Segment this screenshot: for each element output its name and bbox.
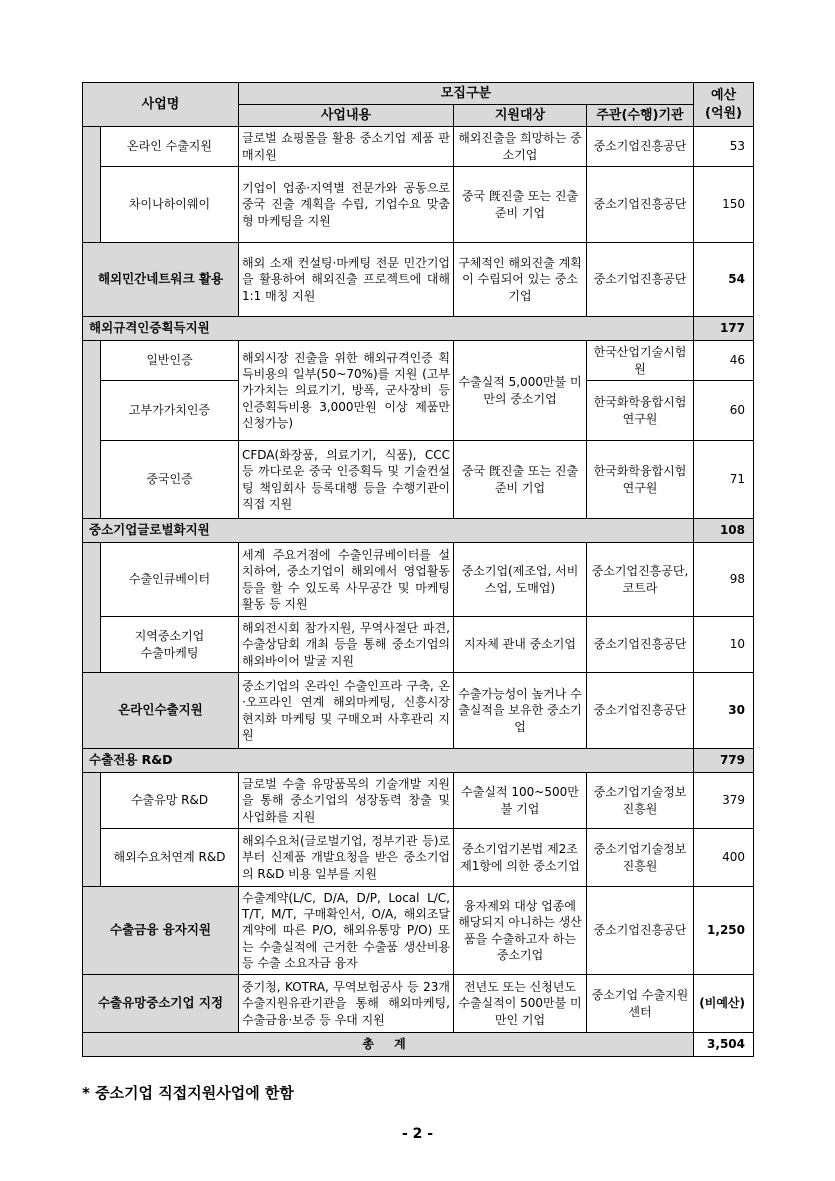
program-category: 해외민간네트워크 활용 [83, 243, 239, 317]
header-program: 사업명 [83, 83, 239, 127]
program-budget: 1,250 [694, 887, 754, 975]
table-row [83, 341, 754, 381]
program-name: 수출인큐베이터 [101, 543, 239, 617]
program-agency: 중소기업기술정보진흥원 [587, 829, 694, 887]
table-row [83, 887, 754, 975]
table-row [83, 617, 754, 673]
total-budget: 3,504 [694, 1033, 754, 1057]
program-budget: 10 [694, 617, 754, 673]
total-label: 총 계 [83, 1033, 694, 1057]
program-content: 글로벌 수출 유망품목의 기술개발 지원을 통해 중소기업의 성장동력 창출 및 사업화를 지원 [239, 773, 454, 829]
table-row [83, 127, 754, 167]
program-agency: 중소기업 수출지원센터 [587, 975, 694, 1033]
program-agency: 중소기업진흥공단 [587, 887, 694, 975]
program-budget: 53 [694, 127, 754, 167]
program-target: 융자제외 대상 업종에 해당되지 아니하는 생산품을 수출하고자 하는 중소기업 [454, 887, 587, 975]
program-agency: 중소기업진흥공단, 코트라 [587, 543, 694, 617]
program-name-line1: 지역중소기업 [134, 629, 205, 644]
header-budget-line1: 예산 [710, 87, 737, 103]
header-agency: 주관(수행)기관 [587, 105, 694, 127]
program-budget: 150 [694, 167, 754, 243]
program-content: 해외시장 진출을 위한 해외규격인증 획득비용의 일부(50~70%)를 지원 (고부가가치는 의료기기, 방폭, 군사장비 등 인증획득비용 3,000만원 이상 제품만 신청가능) [239, 341, 454, 441]
table-row [83, 519, 754, 543]
program-category: 해외규격인증획득지원 [83, 317, 694, 341]
header-budget-line2: (억원) [705, 105, 742, 121]
table-row [83, 317, 754, 341]
program-content: 중소기업의 온라인 수출인프라 구축, 온·오프라인 연계 해외마케팅, 신흥시장 현지화 마케팅 및 구매오퍼 사후관리 지원 [239, 673, 454, 749]
table-row [83, 441, 754, 519]
program-name: 차이나하이웨이 [101, 167, 239, 243]
program-agency: 한국화학융합시험연구원 [587, 441, 694, 519]
program-target: 중소기업(제조업, 서비스업, 도매업) [454, 543, 587, 617]
program-agency: 중소기업진흥공단 [587, 617, 694, 673]
program-content: CFDA(화장품, 의료기기, 식품), CCC 등 까다로운 중국 인증획득 및 기술컨설팅 책임회사 등록대행 등을 수행기관이 직접 지원 [239, 441, 454, 519]
program-content: 해외전시회 참가지원, 무역사절단 파견, 수출상담회 개최 등을 통해 중소기업의 해외바이어 발굴 지원 [239, 617, 454, 673]
program-target: 중국 旣진출 또는 진출준비 기업 [454, 167, 587, 243]
header-content: 사업내용 [239, 105, 454, 127]
program-budget: 71 [694, 441, 754, 519]
program-content: 세계 주요거점에 수출인큐베이터를 설치하여, 중소기업이 해외에서 영업활동 등을 할 수 있도록 사무공간 및 마케팅 활동 등 지원 [239, 543, 454, 617]
program-name: 고부가가치인증 [101, 381, 239, 441]
table-row [83, 543, 754, 617]
program-agency: 중소기업진흥공단 [587, 127, 694, 167]
program-budget: 46 [694, 341, 754, 381]
program-budget: 108 [694, 519, 754, 543]
program-agency: 한국산업기술시험원 [587, 341, 694, 381]
program-budget: 30 [694, 673, 754, 749]
program-content: 글로벌 쇼핑몰을 활용 중소기업 제품 판매지원 [239, 127, 454, 167]
program-agency: 중소기업진흥공단 [587, 243, 694, 317]
header-recruit: 모집구분 [239, 83, 694, 105]
program-target: 중소기업기본법 제2조제1항에 의한 중소기업 [454, 829, 587, 887]
program-name: 해외수요처연계 R&D [101, 829, 239, 887]
program-category: 중소기업글로벌화지원 [83, 519, 694, 543]
program-agency: 중소기업진흥공단 [587, 673, 694, 749]
program-name [101, 617, 239, 673]
program-table [82, 82, 754, 1057]
program-name: 중국인증 [101, 441, 239, 519]
program-budget: 379 [694, 773, 754, 829]
page-number: - 2 - [401, 1126, 434, 1142]
program-target: 수출가능성이 높거나 수출실적을 보유한 중소기업 [454, 673, 587, 749]
header-target: 지원대상 [454, 105, 587, 127]
program-name: 일반인증 [101, 341, 239, 381]
program-target: 중국 旣진출 또는 진출준비 기업 [454, 441, 587, 519]
table-row [83, 1033, 754, 1057]
program-budget: 779 [694, 749, 754, 773]
program-budget: 98 [694, 543, 754, 617]
category-indent [83, 127, 101, 243]
category-indent [83, 773, 101, 887]
program-content: 해외 소재 컨설팅·마케팅 전문 민간기업을 활용하여 해외진출 프로젝트에 대해 1:1 매칭 지원 [239, 243, 454, 317]
program-category: 온라인수출지원 [83, 673, 239, 749]
program-content: 중기청, KOTRA, 무역보험공사 등 23개 수출지원유관기관을 통해 해외마케팅, 수출금융·보증 등 우대 지원 [239, 975, 454, 1033]
table-row [83, 829, 754, 887]
program-category: 수출전용 R&D [83, 749, 694, 773]
program-name-line2: 수출마케팅 [140, 645, 199, 660]
program-name: 수출유망 R&D [101, 773, 239, 829]
table-row [83, 673, 754, 749]
header-budget [694, 83, 754, 127]
program-content: 기업이 업종·지역별 전문가와 공동으로 중국 진출 계획을 수립, 기업수요 맞춤형 마케팅을 지원 [239, 167, 454, 243]
program-budget: 60 [694, 381, 754, 441]
program-agency: 중소기업기술정보진흥원 [587, 773, 694, 829]
program-content: 해외수요처(글로벌기업, 정부기관 등)로부터 신제품 개발요청을 받은 중소기업의 R&D 비용 일부를 지원 [239, 829, 454, 887]
program-agency: 한국화학융합시험연구원 [587, 381, 694, 441]
program-budget: (비예산) [694, 975, 754, 1033]
program-agency: 중소기업진흥공단 [587, 167, 694, 243]
program-category: 수출유망중소기업 지정 [83, 975, 239, 1033]
program-target: 전년도 또는 신청년도 수출실적이 500만불 미만인 기업 [454, 975, 587, 1033]
program-target: 수출실적 100~500만불 기업 [454, 773, 587, 829]
table-row [83, 243, 754, 317]
program-budget: 54 [694, 243, 754, 317]
program-target: 해외진출을 희망하는 중소기업 [454, 127, 587, 167]
footnote: * 중소기업 직접지원사업에 한함 [82, 1084, 294, 1102]
program-content: 수출계약(L/C, D/A, D/P, Local L/C, T/T, M/T, 구매확인서, O/A, 해외조달계약에 따른 P/O, 해외유통망 P/O) 또는 수출실적에 근거한 수출품 생산비용 등 수출 소요자금 융자 [239, 887, 454, 975]
program-name: 온라인 수출지원 [101, 127, 239, 167]
program-target: 지자체 관내 중소기업 [454, 617, 587, 673]
table-row [83, 773, 754, 829]
table-row [83, 975, 754, 1033]
program-budget: 177 [694, 317, 754, 341]
table-row [83, 749, 754, 773]
program-category: 수출금융 융자지원 [83, 887, 239, 975]
program-budget: 400 [694, 829, 754, 887]
category-indent [83, 543, 101, 673]
table-row [83, 167, 754, 243]
program-target: 수출실적 5,000만불 미만의 중소기업 [454, 341, 587, 441]
category-indent [83, 341, 101, 519]
program-target: 구체적인 해외진출 계획이 수립되어 있는 중소기업 [454, 243, 587, 317]
